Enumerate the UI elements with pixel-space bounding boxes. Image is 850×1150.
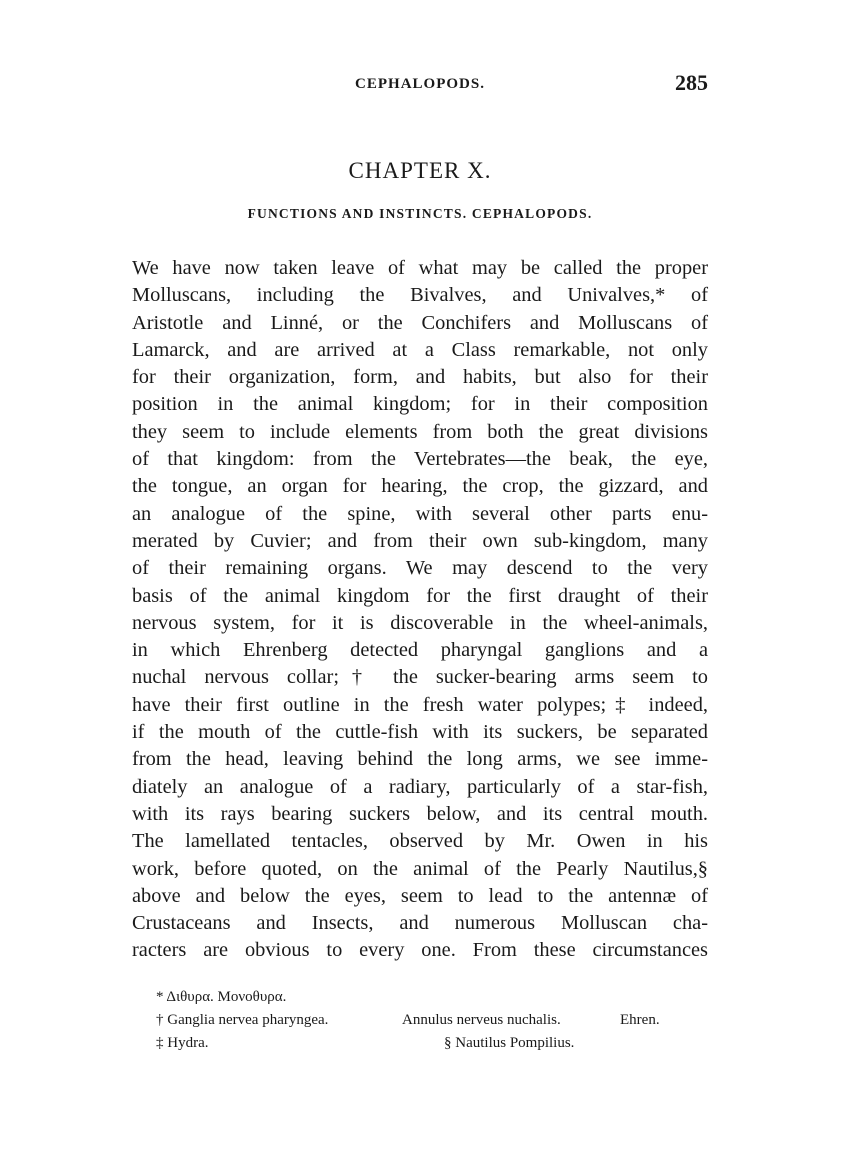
chapter-title: CHAPTER X. xyxy=(348,158,492,183)
body-line: Molluscans, including the Bivalves, and Univalves,* of xyxy=(132,284,708,307)
body-line: We have now taken leave of what may be called the proper xyxy=(132,257,708,279)
body-line: position in the animal kingdom; for in their composition xyxy=(132,393,708,416)
body-line: of their remaining organs. We may descend to the very xyxy=(132,557,708,580)
footnote-row xyxy=(132,1009,708,1032)
body-line: diately an analogue of a radiary, particularly of a star-fish, xyxy=(132,775,708,798)
footnote-4: § Nautilus Pompilius. xyxy=(444,1035,575,1051)
footnote-2-author: Ehren. xyxy=(620,1012,660,1028)
body-line: racters are obvious to every one. From these circumstances xyxy=(132,939,708,962)
body-line: from the head, leaving behind the long arms, we see imme- xyxy=(132,748,708,771)
running-title: CEPHALOPODS. xyxy=(355,76,485,92)
footnote-row xyxy=(132,986,708,1009)
body-line: basis of the animal kingdom for the first draught of their xyxy=(132,584,708,607)
footnote-2: † Ganglia nervea pharyngea. xyxy=(156,1012,329,1028)
footnote-3: ‡ Hydra. xyxy=(156,1035,209,1051)
footnote-1: * Διθυρα. Μονοθυρα. xyxy=(156,989,287,1005)
body-line: Aristotle and Linné, or the Conchifers and Molluscans of xyxy=(132,311,708,334)
body-line: have their first outline in the fresh water polypes;‡ indeed, xyxy=(132,693,708,716)
running-head xyxy=(132,72,708,102)
body-line: in which Ehrenberg detected pharyngal ganglions and a xyxy=(132,639,708,662)
body-line: work, before quoted, on the animal of the Pearly Nautilus,§ xyxy=(132,857,708,880)
body-line: of that kingdom: from the Vertebrates—the beak, the eye, xyxy=(132,448,708,471)
body-line: The lamellated tentacles, observed by Mr. Owen in his xyxy=(132,830,708,853)
footnote-2-annulus: Annulus nerveus nuchalis. xyxy=(402,1012,561,1028)
body-line: for their organization, form, and habits, but also for their xyxy=(132,366,708,389)
body-line: merated by Cuvier; and from their own sub-kingdom, many xyxy=(132,529,708,552)
body-line: nuchal nervous collar;† the sucker-bearing arms seem to xyxy=(132,666,708,689)
body-line: Lamarck, and are arrived at a Class remarkable, not only xyxy=(132,338,708,361)
body-line: if the mouth of the cuttle-fish with its suckers, be separated xyxy=(132,721,708,744)
page-number: 285 xyxy=(675,70,708,95)
footnotes xyxy=(132,986,708,1055)
body-line: with its rays bearing suckers below, and its central mouth. xyxy=(132,802,708,825)
section-title: FUNCTIONS AND INSTINCTS. CEPHALOPODS. xyxy=(247,206,593,221)
body-line: above and below the eyes, seem to lead to the antennæ of xyxy=(132,884,708,907)
body-line: nervous system, for it is discoverable in the wheel-animals, xyxy=(132,611,708,634)
body-text xyxy=(132,255,708,965)
body-line: they seem to include elements from both the great divisions xyxy=(132,420,708,443)
body-line: an analogue of the spine, with several other parts enu- xyxy=(132,502,708,525)
body-line: Crustaceans and Insects, and numerous Molluscan cha- xyxy=(132,912,708,935)
footnote-row xyxy=(132,1032,708,1055)
body-line: the tongue, an organ for hearing, the crop, the gizzard, and xyxy=(132,475,708,498)
